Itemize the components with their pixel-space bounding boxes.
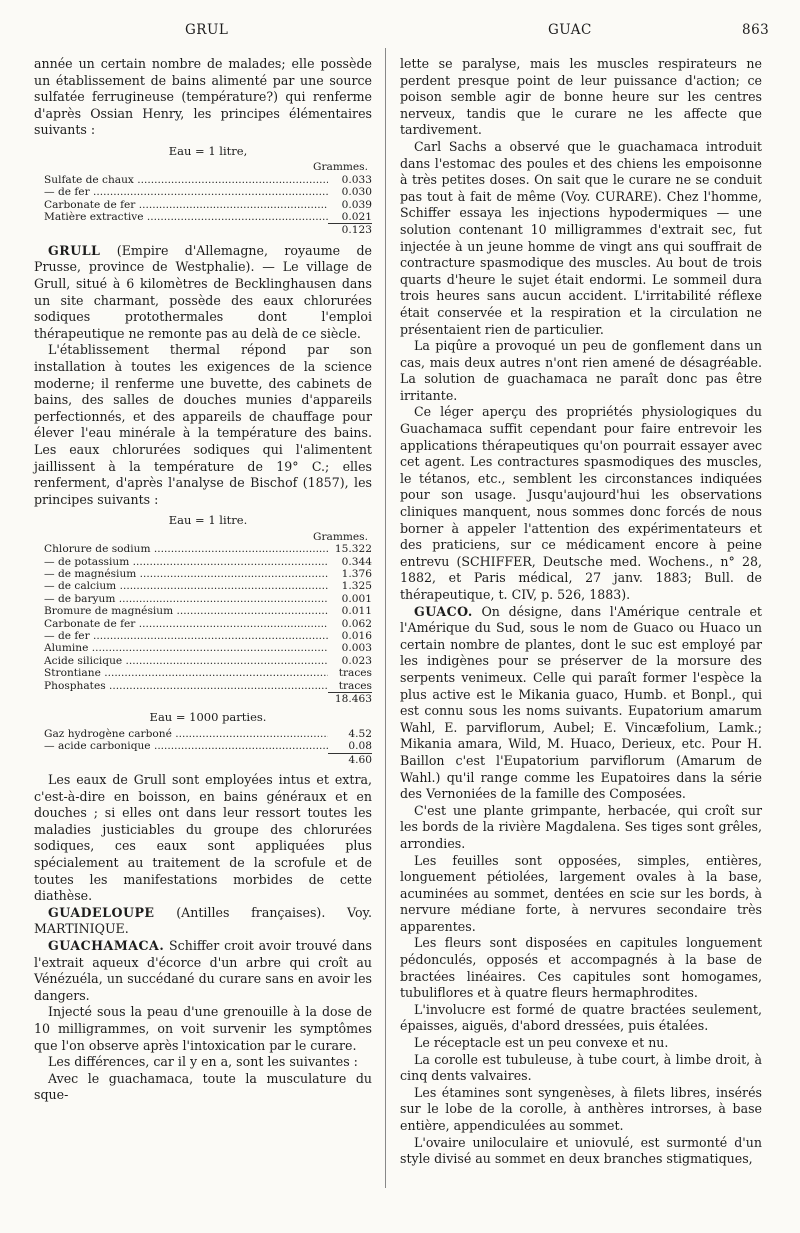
table-row bbox=[44, 543, 372, 555]
table-row bbox=[44, 655, 372, 667]
table-row bbox=[44, 174, 372, 186]
row-value: 0.001 bbox=[341, 592, 372, 605]
entry-guachamaca bbox=[34, 938, 372, 1004]
row-label: — de magnésium ..... bbox=[44, 568, 328, 580]
entry-text: Schiffer croit avoir trouvé dans l'extrait aqueux d'écorce d'un arbre qui croît au Vénézuéla, un succédané du curare sans en avoir les dangers. bbox=[34, 937, 372, 1003]
column-divider bbox=[385, 48, 386, 1188]
running-head-center: GUAC bbox=[548, 22, 592, 38]
paragraph: L'établissement thermal répond par son installation à toutes les exigences de la science moderne; il renferme une buvette, des cabinets de bains, des salles de douches munies d'appareils perfectionnés, et des appareils de chauffage pour élever l'eau minérale à la température des bains. Les eaux chlorurées sodiques qui l'alimentent jaillissent à la température de 19° C.; elles renferment, d'après l'analyse de Bischof (1857), les principes suivants : bbox=[34, 342, 372, 507]
paragraph: Ce léger aperçu des propriétés physiologiques du Guachamaca suffit cependant pour faire entrevoir les applications thérapeutiques qu'on pourrait essayer avec cet agent. Les contractures spasmodiques des muscles, le tétanos, etc., semblent les circonstances indiquées pour son usage. Jusqu'aujourd'hui les observations cliniques manquent, nous sommes donc forcés de nous borner à appeler l'attention des expérimentateurs et des praticiens, sur ce médicament encore à peine entrevu (SCHIFFER, Deutsche med. Wochens., n° 28, 1882, et Paris médical, 27 janv. 1883; Bull. de thérapeutique, t. CIV, p. 526, 1883). bbox=[400, 404, 762, 602]
row-label: — de fer ..... bbox=[44, 186, 328, 198]
row-label: Carbonate de fer ..... bbox=[44, 199, 328, 211]
row-label: — de baryum ..... bbox=[44, 593, 328, 605]
table-row bbox=[44, 605, 372, 617]
table-row bbox=[44, 580, 372, 592]
left-column bbox=[34, 56, 372, 1104]
paragraph: lette se paralyse, mais les muscles respirateurs ne perdent presque point de leur puissance d'action; ce poison semble agir de bonne heure sur les centres nerveux, tandis que le curare ne les affecte que tardivement. bbox=[400, 56, 762, 138]
paragraph: Les différences, car il y en a, sont les suivantes : bbox=[48, 1054, 358, 1070]
entry-keyword: GUADELOUPE bbox=[48, 904, 155, 920]
paragraph: Les fleurs sont disposées en capitules longuement pédonculés, opposés et accompagnés à la base de bractées linéaires. Ces capitules sont homogames, tubuliflores et à quatre fleurs hermaphrodites. bbox=[400, 935, 762, 1001]
paragraph: La corolle est tubuleuse, à tube court, à limbe droit, à cinq dents valvaires. bbox=[400, 1051, 762, 1084]
row-value: traces bbox=[338, 679, 372, 692]
row-value: 0.011 bbox=[341, 605, 372, 618]
paragraph: Les étamines sont syngenèses, à filets libres, insérés sur le lobe de la corolle, à anthères introrses, à base entière, appendiculées au sommet. bbox=[400, 1084, 762, 1133]
table-row bbox=[44, 728, 372, 740]
table-row bbox=[44, 593, 372, 605]
row-value: 0.003 bbox=[341, 642, 372, 655]
entry-text: (Antilles françaises). Voy. MARTINIQUE. bbox=[34, 904, 372, 937]
row-label: Bromure de magnésium ..... bbox=[44, 605, 328, 617]
row-value: 0.016 bbox=[341, 629, 372, 642]
row-value: 0.030 bbox=[341, 186, 372, 199]
paragraph: Carl Sachs a observé que le guachamaca introduit dans l'estomac des poules et des chiens les empoisonne à très petites doses. On sait que le curare ne se conduit pas tout à fait de même (Voy. CURARE). Chez l'homme, Schiffer essaya les injections hypodermiques — une solution contenant 10 milligrammes d'extrait sec, fut injectée à un jeune homme de vingt ans qui souffrait de contracture spasmodique des muscles. Au bout de trois quarts d'heure le sujet était endormi. Le sommeil dura trois heures sans aucun accident. L'irritabilité réflexe était conservée et la respiration et la circulation ne présentaient rien de particulier. bbox=[400, 138, 762, 337]
row-label: Phosphates ..... bbox=[44, 680, 328, 692]
row-label: — de fer ..... bbox=[44, 630, 328, 642]
entry-keyword: GRULL bbox=[48, 242, 101, 258]
entry-grull bbox=[34, 243, 372, 343]
entry-keyword: GUACO. bbox=[414, 603, 473, 619]
row-value: 15.322 bbox=[334, 543, 372, 556]
paragraph: Avec le guachamaca, toute la musculature du sque- bbox=[34, 1070, 372, 1103]
paragraph: Le réceptacle est un peu convexe et nu. bbox=[414, 1035, 669, 1051]
analysis-table-3 bbox=[44, 711, 372, 766]
table-row bbox=[44, 642, 372, 654]
row-value: 0.023 bbox=[341, 654, 372, 667]
paragraph: Injecté sous la peau d'une grenouille à la dose de 10 milligrammes, on voit survenir les symptômes que l'on observe après l'intoxication par le curare. bbox=[34, 1004, 372, 1053]
entry-keyword: GUACHAMACA. bbox=[48, 937, 165, 953]
table-row bbox=[44, 630, 372, 642]
row-value: 0.039 bbox=[341, 198, 372, 211]
paragraph: année un certain nombre de malades; elle possède un établissement de bains alimenté par une source sulfatée ferrugineuse (température?) qui renferme d'après Ossian Henry, les principes élémentaires suivants : bbox=[34, 56, 372, 138]
table-caption: Eau = 1 litre, bbox=[168, 143, 248, 158]
row-value: 0.033 bbox=[341, 173, 372, 186]
table-row bbox=[44, 740, 372, 752]
entry-guaco bbox=[400, 604, 762, 803]
running-head-left: GRUL bbox=[185, 22, 229, 38]
paragraph: L'involucre est formé de quatre bractées seulement, épaisses, aiguës, d'abord dressées, puis étalées. bbox=[400, 1001, 762, 1034]
table-caption: Eau = 1 litre. bbox=[168, 513, 248, 528]
table-total: 4.60 bbox=[328, 753, 372, 766]
entry-guadeloupe bbox=[34, 905, 372, 938]
table-unit: Grammes. bbox=[312, 161, 368, 174]
table-unit: Grammes. bbox=[312, 530, 368, 543]
entry-text: On désigne, dans l'Amérique centrale et l'Amérique du Sud, sous le nom de Guaco ou Huaco un certain nombre de plantes, dont le suc est employé par les indigènes pour se préserver de la morsure des serpents venimeux. Celle qui paraît former l'espèce la plus active est le Mikania guaco, Humb. et Bonpl., qui est connu sous les noms suivants. Eupatorium amarum Wahl, E. parviflorum, Aubel; E. Vincæfolium, Lamk.; Mikania amara, Wild, M. Huaco, Derieux, etc. Pour H. Baillon c'est l'Eupatorium parviflorum (Amarum de Wahl.) qu'il range comme les Eupatoires dans la série des Vernoniées de la famille des Composées. bbox=[400, 603, 762, 802]
row-value: 4.52 bbox=[348, 727, 372, 740]
row-value: 1.325 bbox=[341, 580, 372, 593]
paragraph: L'ovaire uniloculaire et uniovulé, est surmonté d'un style divisé au sommet en deux branches stigmatiques, bbox=[400, 1134, 762, 1167]
table-caption: Eau = 1000 parties. bbox=[149, 710, 267, 725]
row-value: 0.021 bbox=[341, 211, 372, 223]
row-label: Matière extractive ..... bbox=[44, 211, 328, 223]
analysis-table-2 bbox=[44, 514, 372, 705]
table-row bbox=[44, 556, 372, 568]
row-value: 0.08 bbox=[348, 740, 372, 753]
paragraph: Les feuilles sont opposées, simples, entières, longuement pétiolées, largement ovales à la base, acuminées au sommet, dentées en scie sur les bords, à nervure médiane forte, à nervures secondaire très apparentes. bbox=[400, 852, 762, 934]
row-label: Sulfate de chaux ..... bbox=[44, 174, 328, 186]
table-row bbox=[44, 568, 372, 580]
row-value: 0.344 bbox=[341, 555, 372, 568]
table-total: 18.463 bbox=[328, 692, 372, 705]
row-label: — acide carbonique ..... bbox=[44, 740, 328, 752]
paragraph: C'est une plante grimpante, herbacée, qui croît sur les bords de la rivière Magdalena. Ses tiges sont grêles, arrondies. bbox=[400, 802, 762, 851]
row-label: — de potassium ..... bbox=[44, 556, 328, 568]
table-row bbox=[44, 211, 372, 223]
table-row bbox=[44, 199, 372, 211]
table-total: 0.123 bbox=[328, 223, 372, 236]
entry-text: (Empire d'Allemagne, royaume de Prusse, province de Westphalie). — Le village de Grull, situé à 6 kilomètres de Becklinghausen dans un site charmant, possède des eaux chlorurées sodiques protothermales dont l'emploi thérapeutique ne remonte pas au delà de ce siècle. bbox=[34, 242, 372, 341]
row-value: 1.376 bbox=[341, 567, 372, 580]
right-column bbox=[400, 56, 762, 1168]
row-label: Gaz hydrogène carboné ..... bbox=[44, 728, 328, 740]
table-row bbox=[44, 618, 372, 630]
table-row bbox=[44, 667, 372, 679]
paragraph: Les eaux de Grull sont employées intus et extra, c'est-à-dire en boisson, en bains généraux et en douches ; si elles ont dans leur ressort toutes les maladies justiciables du groupe des chlorurées sodiques, ces eaux sont appliquées plus spécialement au traitement de la scrofule et de toutes les manifestations morbides de cette diathèse. bbox=[34, 772, 372, 904]
row-label: Carbonate de fer ..... bbox=[44, 618, 328, 630]
row-label: Strontiane ..... bbox=[44, 667, 328, 679]
row-value: traces bbox=[338, 667, 372, 680]
row-value: 0.062 bbox=[341, 617, 372, 630]
page-number: 863 bbox=[742, 22, 770, 38]
row-label: — de calcium ..... bbox=[44, 580, 328, 592]
row-label: Acide silicique ..... bbox=[44, 655, 328, 667]
analysis-table-1 bbox=[44, 145, 372, 237]
row-label: Chlorure de sodium ..... bbox=[44, 543, 328, 555]
row-label: Alumine ..... bbox=[44, 642, 328, 654]
table-row bbox=[44, 680, 372, 692]
table-row bbox=[44, 186, 372, 198]
paragraph: La piqûre a provoqué un peu de gonflement dans un cas, mais deux autres n'ont rien amené de désagréable. La solution de guachamaca ne paraît donc pas être irritante. bbox=[400, 338, 762, 403]
